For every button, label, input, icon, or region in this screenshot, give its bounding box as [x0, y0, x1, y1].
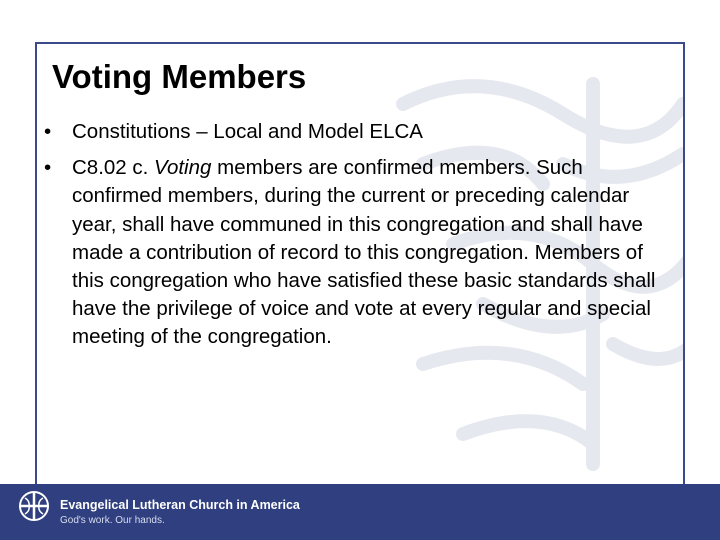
bullet-rest: members are confirmed members. Such confirmed members, during the current or preceding calendar year, shall have communed in this congregation and shall have made a contribution of record to this congregation. Members of this congregation who have satisfied these basic standards shall have the privilege of voice and vote at every regular and special meeting of the congregation.	[72, 156, 656, 349]
slide-title: Voting Members	[52, 58, 307, 95]
footer-tagline: God's work. Our hands.	[60, 515, 165, 526]
bullet-emphasis: Voting	[154, 156, 212, 180]
footer-organization: Evangelical Lutheran Church in America	[60, 498, 300, 512]
footer-bar	[0, 484, 720, 540]
bullet-c802	[44, 154, 669, 351]
bullet-text: Constitutions – Local and Model ELCA	[72, 120, 423, 143]
elca-logo-icon	[18, 490, 50, 522]
bullet-constitutions	[44, 118, 669, 146]
bullet-list	[44, 118, 669, 360]
bullet-lead: C8.02 c.	[72, 156, 155, 180]
